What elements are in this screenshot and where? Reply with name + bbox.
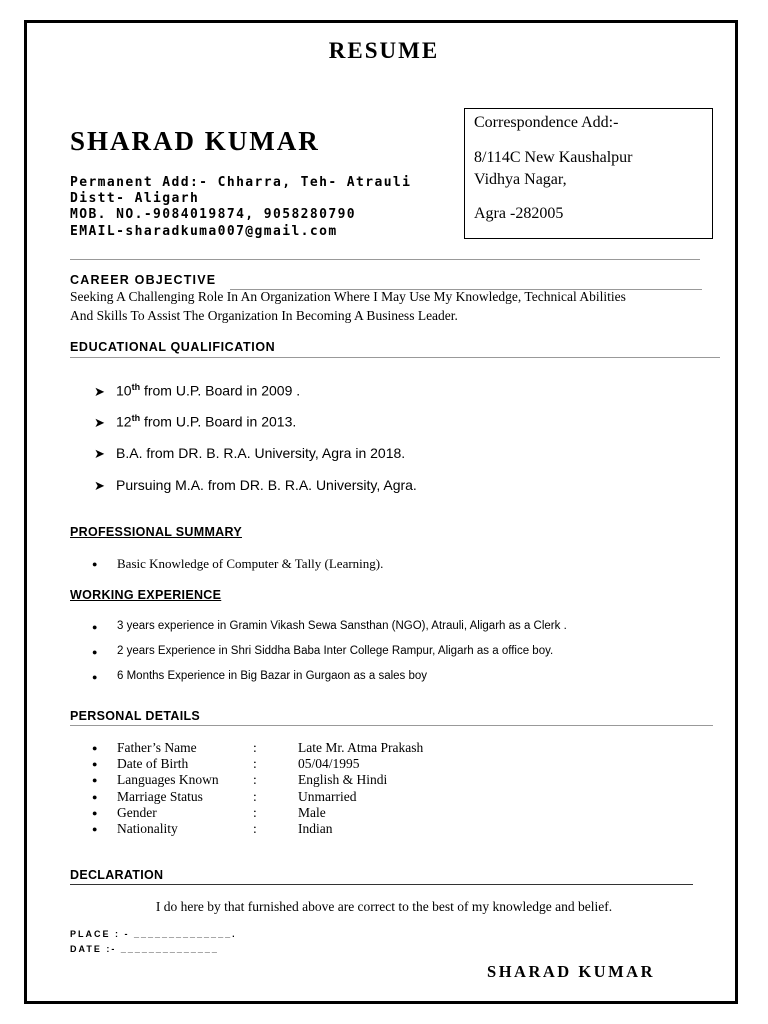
bullet-icon: ● <box>92 559 98 569</box>
career-objective-heading: CAREER OBJECTIVE <box>70 273 217 287</box>
divider <box>70 259 700 260</box>
detail-separator: : <box>253 821 257 836</box>
bullet-icon: ● <box>92 622 98 632</box>
arrow-bullet-icon: ➤ <box>94 383 105 399</box>
bullet-icon: ● <box>92 808 98 818</box>
detail-value: English & Hindi <box>298 772 388 787</box>
education-heading: EDUCATIONAL QUALIFICATION <box>70 340 276 354</box>
permanent-address: Permanent Add:- Chharra, Teh- Atrauli <box>70 175 412 190</box>
divider <box>70 357 720 358</box>
bullet-icon: ● <box>92 824 98 834</box>
divider <box>70 725 713 726</box>
district: Distt- Aligarh <box>70 191 200 206</box>
personal-details-heading: PERSONAL DETAILS <box>70 709 201 723</box>
bullet-icon: ● <box>92 759 98 769</box>
correspondence-line-2: Vidhya Nagar, <box>474 171 567 188</box>
education-item: ➤ Pursuing M.A. from DR. B. R.A. University, Agra. <box>94 477 417 493</box>
email-address: EMAIL-sharadkuma007@gmail.com <box>70 224 338 239</box>
detail-label: Languages Known <box>117 772 219 787</box>
correspondence-line-1: 8/114C New Kaushalpur <box>474 149 633 166</box>
declaration-text: I do here by that furnished above are correct to the best of my knowledge and belief. <box>155 899 613 914</box>
career-objective-line-2: And Skills To Assist The Organization In Becoming A Business Leader. <box>70 308 458 323</box>
detail-value: Unmarried <box>298 789 357 804</box>
detail-value: Male <box>298 805 326 820</box>
detail-value: Late Mr. Atma Prakash <box>298 740 424 755</box>
detail-label: Gender <box>117 805 157 820</box>
correspondence-heading: Correspondence Add:- <box>474 114 619 131</box>
arrow-bullet-icon: ➤ <box>94 446 105 461</box>
bullet-icon: ● <box>92 743 98 753</box>
arrow-bullet-icon: ➤ <box>94 414 105 430</box>
bullet-icon: ● <box>92 672 98 682</box>
education-item: ➤ 12th from U.P. Board in 2013. <box>94 413 297 430</box>
working-experience-heading: WORKING EXPERIENCE <box>70 588 222 602</box>
document-title: RESUME <box>328 38 440 63</box>
date-field: DATE :- ______________ <box>70 944 219 954</box>
career-objective-line-1: Seeking A Challenging Role In An Organization Where I May Use My Knowledge, Technical Abilities <box>70 289 626 304</box>
detail-separator: : <box>253 756 257 771</box>
experience-item: 3 years experience in Gramin Vikash Sewa Sansthan (NGO), Atrauli, Aligarh as a Clerk . <box>117 620 567 632</box>
experience-item: 6 Months Experience in Big Bazar in Gurgaon as a sales boy <box>117 670 428 682</box>
detail-value: Indian <box>298 821 333 836</box>
place-field: PLACE : - ______________. <box>70 929 237 939</box>
experience-item: 2 years Experience in Shri Siddha Baba Inter College Rampur, Aligarh as a office boy. <box>117 645 554 657</box>
arrow-bullet-icon: ➤ <box>94 478 105 493</box>
bullet-icon: ● <box>92 792 98 802</box>
detail-label: Date of Birth <box>117 756 189 771</box>
detail-value: 05/04/1995 <box>298 756 360 771</box>
mobile-number: MOB. NO.-9084019874, 9058280790 <box>70 207 357 222</box>
applicant-name: SHARAD KUMAR <box>70 126 320 156</box>
detail-label: Nationality <box>117 821 178 836</box>
detail-separator: : <box>253 772 257 787</box>
education-item: ➤ B.A. from DR. B. R.A. University, Agra in 2018. <box>94 445 406 461</box>
detail-separator: : <box>253 740 257 755</box>
summary-item: Basic Knowledge of Computer & Tally (Learning). <box>117 556 384 571</box>
declaration-heading: DECLARATION <box>70 868 164 882</box>
professional-summary-heading: PROFESSIONAL SUMMARY <box>70 525 242 539</box>
bullet-icon: ● <box>92 775 98 785</box>
detail-label: Father’s Name <box>117 740 197 755</box>
bullet-icon: ● <box>92 647 98 657</box>
detail-label: Marriage Status <box>117 789 203 804</box>
divider <box>70 884 693 885</box>
education-item: ➤ 10th from U.P. Board in 2009 . <box>94 382 301 399</box>
detail-separator: : <box>253 789 257 804</box>
signature-name: SHARAD KUMAR <box>487 962 655 981</box>
detail-separator: : <box>253 805 257 820</box>
correspondence-line-3: Agra -282005 <box>474 205 564 222</box>
